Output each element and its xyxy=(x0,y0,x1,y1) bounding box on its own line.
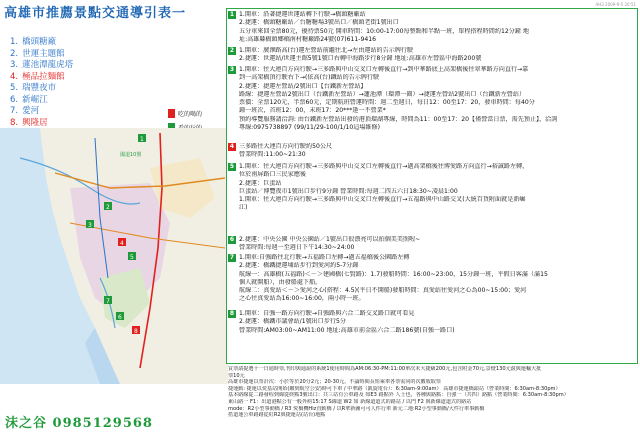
direction-entry xyxy=(228,11,636,44)
marker-8-label: 8 xyxy=(134,328,138,335)
attraction-list xyxy=(10,37,130,129)
note-line: 票10元 xyxy=(228,372,245,379)
direction-entry xyxy=(228,254,636,304)
entry-line: 1.開車：廣澤路高(台)運左營站前繼往北→左由運站的告示牌行駛 xyxy=(239,47,414,54)
entry-number-badge: 1 xyxy=(229,11,235,18)
directions-panel xyxy=(226,8,638,364)
attraction-number: 1. xyxy=(10,37,19,47)
attraction-number: 4. xyxy=(10,71,19,82)
entry-line: 專線:0975738897 (99/11/29-100/1/10這場維修) xyxy=(239,124,381,132)
attraction-number: 7. xyxy=(10,106,19,116)
entry-line: 營業時間:AM03:00~AM11:00 地址:高雄市前金區六合二路186號(自強一路口) xyxy=(239,326,455,334)
entry-line: 1.開車：往大連百方向行駛→三多路與中山交叉口左轉後直行→過高架橋後往博愛路方向直行→裕誠路左轉， xyxy=(239,163,529,170)
notes-section xyxy=(228,366,638,442)
direction-entry xyxy=(228,163,636,213)
direction-entry xyxy=(228,66,636,132)
attraction-item xyxy=(10,72,130,84)
entry-number-badge: 2 xyxy=(229,47,235,54)
attraction-number: 2. xyxy=(10,48,19,59)
marker-3-label: 3 xyxy=(88,222,92,229)
entry-line: 1.開車：往大連百方向行駛→三多路與中山交叉口左轉後直行→到中華路底上高架橋後往翠華路方向直行→靠 xyxy=(239,66,529,73)
entry-line: 航線二：真愛站＜－＞愛河之心(搭程：4.5)(平日不開船)發船時間：真愛站往愛河之心為00~15:00；愛河 xyxy=(239,287,527,295)
entry-line: 2.捷運：世運站/世運主館5號1號口右轉中海路步行8分鐘 地址:高雄市左營區中海路200號 xyxy=(239,55,482,63)
marker-5-label: 5 xyxy=(130,254,134,261)
direction-entry xyxy=(228,47,636,64)
route-label: 國道10號 xyxy=(120,152,142,158)
kaohsiung-map xyxy=(0,128,228,384)
entry-line: 江) xyxy=(239,204,248,212)
entry-line: 1.開車:自強路往北行駛→五福路口左轉→過五福橋後公園路左轉 xyxy=(239,254,410,261)
attraction-item xyxy=(10,95,130,107)
entry-number-badge: 4 xyxy=(229,143,235,150)
attraction-name: 愛河 xyxy=(22,106,40,116)
marker-7-label: 7 xyxy=(106,298,110,305)
entry-line: 個人就開船），由發船處下船。 xyxy=(239,278,322,286)
legend-swatch-eat xyxy=(168,109,175,118)
note-line: 買票請提選十一日通時票,刊印與通說的系統1使用時間為AM:06:30-PM:11:00單次未大捷級200元,包含附金70元,景燈130元滾與運輸大批 xyxy=(228,366,542,372)
attraction-name: 瑞豐夜市 xyxy=(22,83,57,93)
attraction-name: 極品拉麵館 xyxy=(22,71,65,82)
entry-line: 五分車來回全票80元，優待票50元 開車時間：10:00-17:00每整點和半點一班，單程搭程時間約12分鐘 地 xyxy=(239,27,529,35)
attraction-name: 世運主題館 xyxy=(22,48,65,59)
attraction-name: 興隆居 xyxy=(22,117,48,128)
attraction-number: 6. xyxy=(10,94,19,105)
entry-line: 2.捷運：橋鐵捷運埔站步行到愛河約5-7分鐘 xyxy=(239,262,359,270)
page-title: 高雄市推薦景點交通導引表一 xyxy=(4,6,187,21)
entry-line: 2.捷運：捷運左營站/2號出口【台鐵新左營站】 xyxy=(239,82,367,90)
entry-line: 址:高雄縣橋頭鄉橋南村糖廠路24號(07)611-9416 xyxy=(239,35,376,43)
attraction-number: 8. xyxy=(10,117,19,128)
legend-row-eat xyxy=(168,107,228,119)
entry-line: 2.捷運：巨蛋站 xyxy=(239,179,282,187)
note-line: 基本路線從二路發程到線從終點3號出口：共三站有公車路及 如E3 路點外 人士也，各種與路點：自強一（共四）路點（營業時間：6:30am-8:30pm） xyxy=(228,392,569,399)
entry-line: 預約導覽服務請洽詢: 由台鐵新左營站出發的港頂環湖專線，時間為11：00至17：20【僅營當日票，需先預止】，洽詢 xyxy=(239,115,558,123)
timestamp: AH3 2009-9-5 20:51 xyxy=(595,2,636,7)
attraction-number: 5. xyxy=(10,83,19,93)
map-svg xyxy=(0,128,228,384)
entry-number-badge: 7 xyxy=(229,254,235,261)
entry-line: 2.捷運：橋頭糖廠站／台糖糖場3號出口／橋頭老街1號出口 xyxy=(239,19,399,27)
note-line: 高雄市捷運以票計次：小於等於20分2元；20-30元。不論時間長短乘車各票需同的次數收取票 xyxy=(228,379,441,386)
marker-6-label: 6 xyxy=(118,314,122,321)
entry-line: 路線：捷運左營站2號出口（台鐵新左營站）→蓮池潭（環潭一圈）→捷運左營站2號出口（台鐵新左營站） xyxy=(239,90,526,98)
entry-line: 鐘一班次，首班12：00，末班17：20***逢一不營業* xyxy=(239,107,386,115)
note-line: 搭道運公車路路從紅R2與捷運站(站台)地點 xyxy=(228,412,326,419)
entry-line: 巨蛋站／博覽夜市1號出口步行9分鐘 營業時間:每週二四五六日18:30~凌晨1:00 xyxy=(239,187,458,195)
attraction-name: 橋頭糖廠 xyxy=(22,37,57,47)
entry-line: 三多路往大連百方向行駛約50公尺 xyxy=(239,143,333,150)
entry-number-badge: 8 xyxy=(229,310,235,317)
marker-4-label: 4 xyxy=(120,240,124,247)
entry-number-badge: 5 xyxy=(229,163,235,170)
marker-1-label: 1 xyxy=(140,136,144,143)
attraction-item xyxy=(10,49,130,61)
direction-entry xyxy=(228,236,636,253)
direction-entry xyxy=(228,310,636,335)
attraction-item xyxy=(10,37,130,49)
entry-line: 營業時間:11:00~21:30 xyxy=(239,151,306,159)
note-line: mode：R2小型事動橋 / R3 愛橋機Hiz直動橋 / 以R華新圖可可人件行車 新元二地:R2小型事動橋/大件行車事動橋 xyxy=(228,405,485,412)
attraction-name: 新崛江 xyxy=(22,94,48,105)
attraction-number: 3. xyxy=(10,60,19,70)
entry-line: 航線一：高雄橋(五福路)＜－＞建國橋(七賢路)：1.7)發船時間：16:00~23:00，15分鐘一班，平假日客滿（滿15 xyxy=(239,270,548,278)
entry-line: 1.開車：沿著捷運世運站轉下行駛→橋頭糖廠站 xyxy=(239,11,366,18)
entry-line: 到一高架橋頂行駛右下→(依高(台)鐵站的告示牌行駛 xyxy=(239,74,380,82)
attraction-item xyxy=(10,60,130,72)
attraction-item xyxy=(10,83,130,95)
entry-line: 位於南屏路口三民家應後 xyxy=(239,171,307,179)
entry-line: 之心往真愛站為16:00~16:00，兩小時一班。 xyxy=(239,295,365,303)
entry-number-badge: 6 xyxy=(229,236,235,243)
attraction-name: 蓮池潭龍虎塔 xyxy=(22,60,74,70)
entry-line: 1.開車：往大連百方向行駛→三多路與中山交叉口左轉後直行→五福路與中山路交叉(大統百貨附面就是新崛 xyxy=(239,196,526,204)
note-line: 捷運動: 捷運以愛基站開始(聯到航空公安)時可下車 / 中華路（凱旋電台）：6:30am-9:00am） 高雄市捷運橋頭站（營業時間：6:30am-8:30pm） xyxy=(228,385,561,392)
note-line: 東山路一 F1：出道港點公有一般外約15:17 S線道 W2 如 新線道道式的路站 / 以門 F2 與新線道道式的路站 xyxy=(228,398,472,405)
contact-phone: 沫之谷 0985129568 xyxy=(5,416,153,431)
entry-line: 2.捷運：中央公園 中央公園站／1號出口很漂亮可以拍個美美照喔~ xyxy=(239,236,421,243)
entry-line: 票價：全票120元，半票60元，定期航班營運時間：週二至週日，每日12：00至17：20，發車時間：每40分 xyxy=(239,99,535,107)
entry-line: 1.開車：自強一路方向行駛→自強路與六合二路交叉路口就可看見 xyxy=(239,310,415,317)
entry-line: 營業時間:每週一至週日下午14:30~24:00 xyxy=(239,244,355,252)
marker-2-label: 2 xyxy=(106,204,110,211)
direction-entry xyxy=(228,143,636,160)
entry-line: 2.捷運：橋鐵市議會站/1號出口步行5分 xyxy=(239,318,347,326)
attraction-item xyxy=(10,106,130,118)
legend-label-eat: 吃的喝的 xyxy=(178,110,203,118)
entry-number-badge: 3 xyxy=(229,66,235,73)
